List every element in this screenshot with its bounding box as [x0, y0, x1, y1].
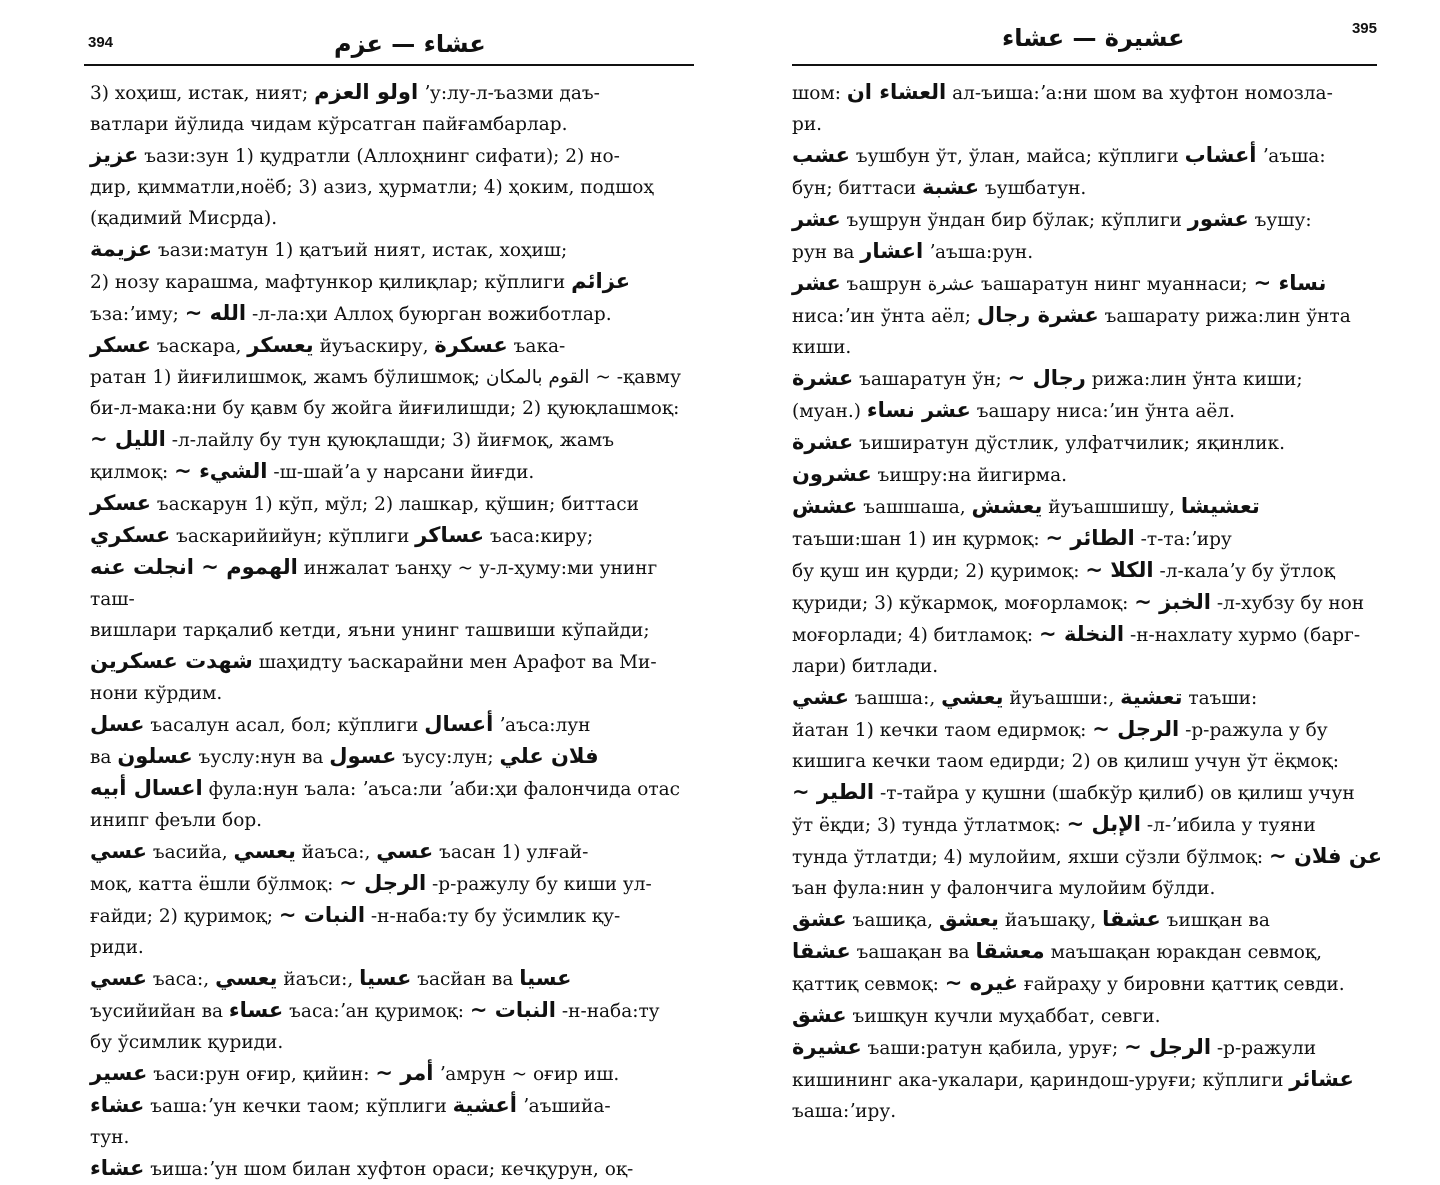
right-page-number: 395	[1351, 20, 1377, 37]
dictionary-line: бун; биттаси عشبة ъушбатун.	[792, 175, 1087, 199]
dictionary-line: моқ, катта ёшли бўлмоқ: الرجل ~ -р-ражулу бу киши ул-	[90, 871, 652, 895]
dictionary-line: тун.	[90, 1127, 130, 1148]
dictionary-line: عشر ъашрун عشرة ъашаратун нинг муаннаси; نساء ~	[792, 271, 1327, 295]
dictionary-line: شهدت عسكرين шаҳидту ъаскарайни мен Арафот ва Ми-	[90, 649, 657, 673]
dictionary-line: 3) хоҳиш, истак, ният; اولو العزم ʼу:лу-л-ъазми даъ-	[90, 80, 600, 104]
dictionary-line: қуриди; 3) кўкармоқ, моғорламоқ: الخبز ~ -л-хубзу бу нон	[792, 590, 1365, 614]
right-page	[720, 0, 1440, 1122]
dictionary-line: нони кўрдим.	[90, 683, 223, 704]
dictionary-line: дир, қимматли,ноёб; 3) азиз, ҳурматли; 4) ҳоким, подшоҳ	[90, 177, 654, 198]
dictionary-line: шом: العشاء ان ал-ъиша:ʼа:ни шом ва хуфтон номозла-	[792, 80, 1333, 104]
dictionary-line: عزيز ъази:зун 1) қудратли (Аллоҳнинг сифати); 2) но-	[90, 143, 620, 167]
dictionary-line: ри.	[792, 114, 823, 135]
dictionary-line: الليل ~ -л-лайлу бу тун қуюқлашди; 3) йиғмоқ, жамъ	[90, 427, 615, 451]
dictionary-line: عشق ъишқун кучли муҳаббат, севги.	[792, 1003, 1161, 1027]
dictionary-line: عسير ъаси:рун оғир, қийин: أمر ~ ʼамрун ~ оғир иш.	[90, 1061, 620, 1085]
dictionary-line: عسي ъаса:, يعسي йаъси:, عسيا ъасйан ва عسيا	[90, 966, 572, 990]
dictionary-line: ъаша:ʼиру.	[792, 1101, 897, 1122]
left-dictionary-text	[90, 77, 695, 1185]
dictionary-line: عشيرة ъаши:ратун қабила, уруғ; الرجل ~ -р-ражули	[792, 1035, 1317, 1059]
dictionary-line: (қадимий Мисрда).	[90, 208, 278, 229]
dictionary-line: عشرون ъишру:на йигирма.	[792, 462, 1067, 486]
dictionary-line: ъза:ʼиму; الله ~ -л-ла:ҳи Аллоҳ буюрган вожиботлар.	[90, 301, 612, 325]
dictionary-line: عسكر ъаскарун 1) кўп, мўл; 2) лашкар, қўшин; биттаси	[90, 491, 639, 515]
dictionary-line: عشاء ъиша:ʼун шом билан хуфтон ораси; кечқурун, оқ-	[90, 1156, 634, 1180]
dictionary-line: кишига кечки таом едирди; 2) ов қилиш учун ўт ёқмоқ:	[792, 751, 1339, 772]
dictionary-line: лари) битлади.	[792, 656, 939, 677]
dictionary-line: عسل ъасалун асал, бол; кўплиги أعسال ʼаъса:лун	[90, 712, 591, 736]
dictionary-line: вишлари тарқалиб кетди, яъни унинг ташвиши кўпайди;	[90, 620, 650, 641]
dictionary-line: қилмоқ: الشيء ~ -ш-шайʼа у нарсани йиғди.	[90, 459, 535, 483]
dictionary-line: عزيمة ъази:матун 1) қатъий ният, истак, хоҳиш;	[90, 237, 568, 261]
dictionary-line: ъусийийан ва عساء ъаса:ʼан қуримоқ: النبات ~ -н-наба:ту	[90, 998, 660, 1022]
dictionary-line: عشر ъушрун ўндан бир бўлак; кўплиги عشور ъушу:	[792, 207, 1312, 231]
dictionary-line: عشاء ъаша:ʼун кечки таом; кўплиги أعشية ʼаъшийа-	[90, 1093, 611, 1117]
dictionary-line: би-л-мака:ни бу қавм бу жойга йиғилишди; 2) қуюқлашмоқ:	[90, 398, 680, 419]
dictionary-line: бу ўсимлик қуриди.	[90, 1032, 284, 1053]
dictionary-line: عشقا ъашақан ва معشقا маъшақан юракдан севмоқ,	[792, 939, 1322, 963]
dictionary-line: ниса:ʼин ўнта аёл; عشرة رجال ъашарату рижа:лин ўнта	[792, 303, 1351, 327]
dictionary-line: الطير ~ -т-тайра у қушни (шабкўр қилиб) ов қилиш учун	[792, 780, 1355, 804]
dictionary-line: йатан 1) кечки таом едирмоқ: الرجل ~ -р-ражула у бу	[792, 717, 1328, 741]
left-page-header	[84, 24, 694, 64]
dictionary-line: عسكر ъаскара, يعسكر йуъаскиру, عسكرة ъака-	[90, 333, 566, 357]
dictionary-line: عشب ъушбун ўт, ўлан, майса; кўплиги أعشاب ʼаъша:	[792, 143, 1326, 167]
dictionary-line: кишининг ака-укалари, қариндош-уруғи; кўплиги عشائر	[792, 1067, 1354, 1091]
dictionary-line: ва عسلون ъуслу:нун ва عسول ъусу:лун; فلان علي	[90, 744, 599, 768]
left-running-head: عشاء — عزم	[334, 30, 486, 58]
dictionary-line: моғорлади; 4) битламоқ: النخلة ~ -н-нахлату хурмо (барг-	[792, 622, 1361, 646]
dictionary-line: ъан фула:нин у фалончига мулойим бўлди.	[792, 878, 1216, 899]
dictionary-line: عسي ъасийа, يعسي йаъса:, عسي ъасан 1) улғай-	[90, 839, 589, 863]
dictionary-line: қаттиқ севмоқ: غيره ~ ғайраҳу у бировни қаттиқ севди.	[792, 971, 1345, 995]
left-page-number: 394	[88, 34, 114, 51]
dictionary-line: инипг феъли бор.	[90, 810, 263, 831]
dictionary-line: риди.	[90, 937, 144, 958]
header-rule	[792, 64, 1377, 66]
dictionary-line: ғайди; 2) қуримоқ; النبات ~ -н-наба:ту бу ўсимлик қу-	[90, 903, 621, 927]
dictionary-line: الهموم ~ انجلت عنه инжалат ъанҳу ~ у-л-ҳуму:ми унинг таш-	[90, 555, 658, 610]
left-page	[0, 0, 720, 1180]
right-page-header	[792, 20, 1377, 64]
dictionary-line: عشرة ъиширатун дўстлик, улфатчилик; яқинлик.	[792, 430, 1285, 454]
dictionary-line: таъши:шан 1) ин қурмоқ: الطائر ~ -т-та:ʼиру	[792, 526, 1232, 550]
dictionary-line: ратан 1) йиғилишмоқ, жамъ бўлишмоқ; القوم بالمكان ~ -қавму	[90, 367, 681, 388]
dictionary-line: ўт ёқди; 3) тунда ўтлатмоқ: الإبل ~ -л-ʼибила у туяни	[792, 812, 1316, 836]
dictionary-line: عشي ъашша:, يعشي йуъашши:, تعشية таъши:	[792, 685, 1258, 709]
dictionary-line: тунда ўтлатди; 4) мулойим, яхши сўзли бўлмоқ: عن فلان ~	[792, 844, 1383, 868]
dictionary-line: 2) нозу карашма, мафтункор қилиқлар; кўплиги عزائم	[90, 269, 631, 293]
dictionary-line: бу қуш ин қурди; 2) қуримоқ: الكلا ~ -л-калаʼу бу ўтлоқ	[792, 558, 1335, 582]
dictionary-line: اعسال أبيه фула:нун ъала: ʼаъса:ли ʼаби:ҳи фалончида отас	[90, 776, 681, 800]
dictionary-line: рун ва اعشار ʼаъша:рун.	[792, 239, 1034, 263]
dictionary-line: عشق ъашиқа, يعشق йаъшақу, عشقا ъишқан ва	[792, 907, 1270, 931]
dictionary-line: киши.	[792, 337, 852, 358]
dictionary-line: عسكري ъаскарийийун; кўплиги عساكر ъаса:киру;	[90, 523, 594, 547]
dictionary-line: ватлари йўлида чидам кўрсатган пайғамбарлар.	[90, 114, 568, 135]
header-rule	[84, 64, 694, 66]
dictionary-line: عشرة ъашаратун ўн; رجال ~ рижа:лин ўнта киши;	[792, 366, 1303, 390]
dictionary-line: عشش ъашшаша, يعشش йуъашшишу, تعشيشا	[792, 494, 1260, 518]
dictionary-line: (муан.) عشر نساء ъашару ниса:ʼин ўнта аёл.	[792, 398, 1236, 422]
right-dictionary-text	[792, 77, 1387, 1127]
right-running-head: عشيرة — عشاء	[1002, 24, 1185, 52]
